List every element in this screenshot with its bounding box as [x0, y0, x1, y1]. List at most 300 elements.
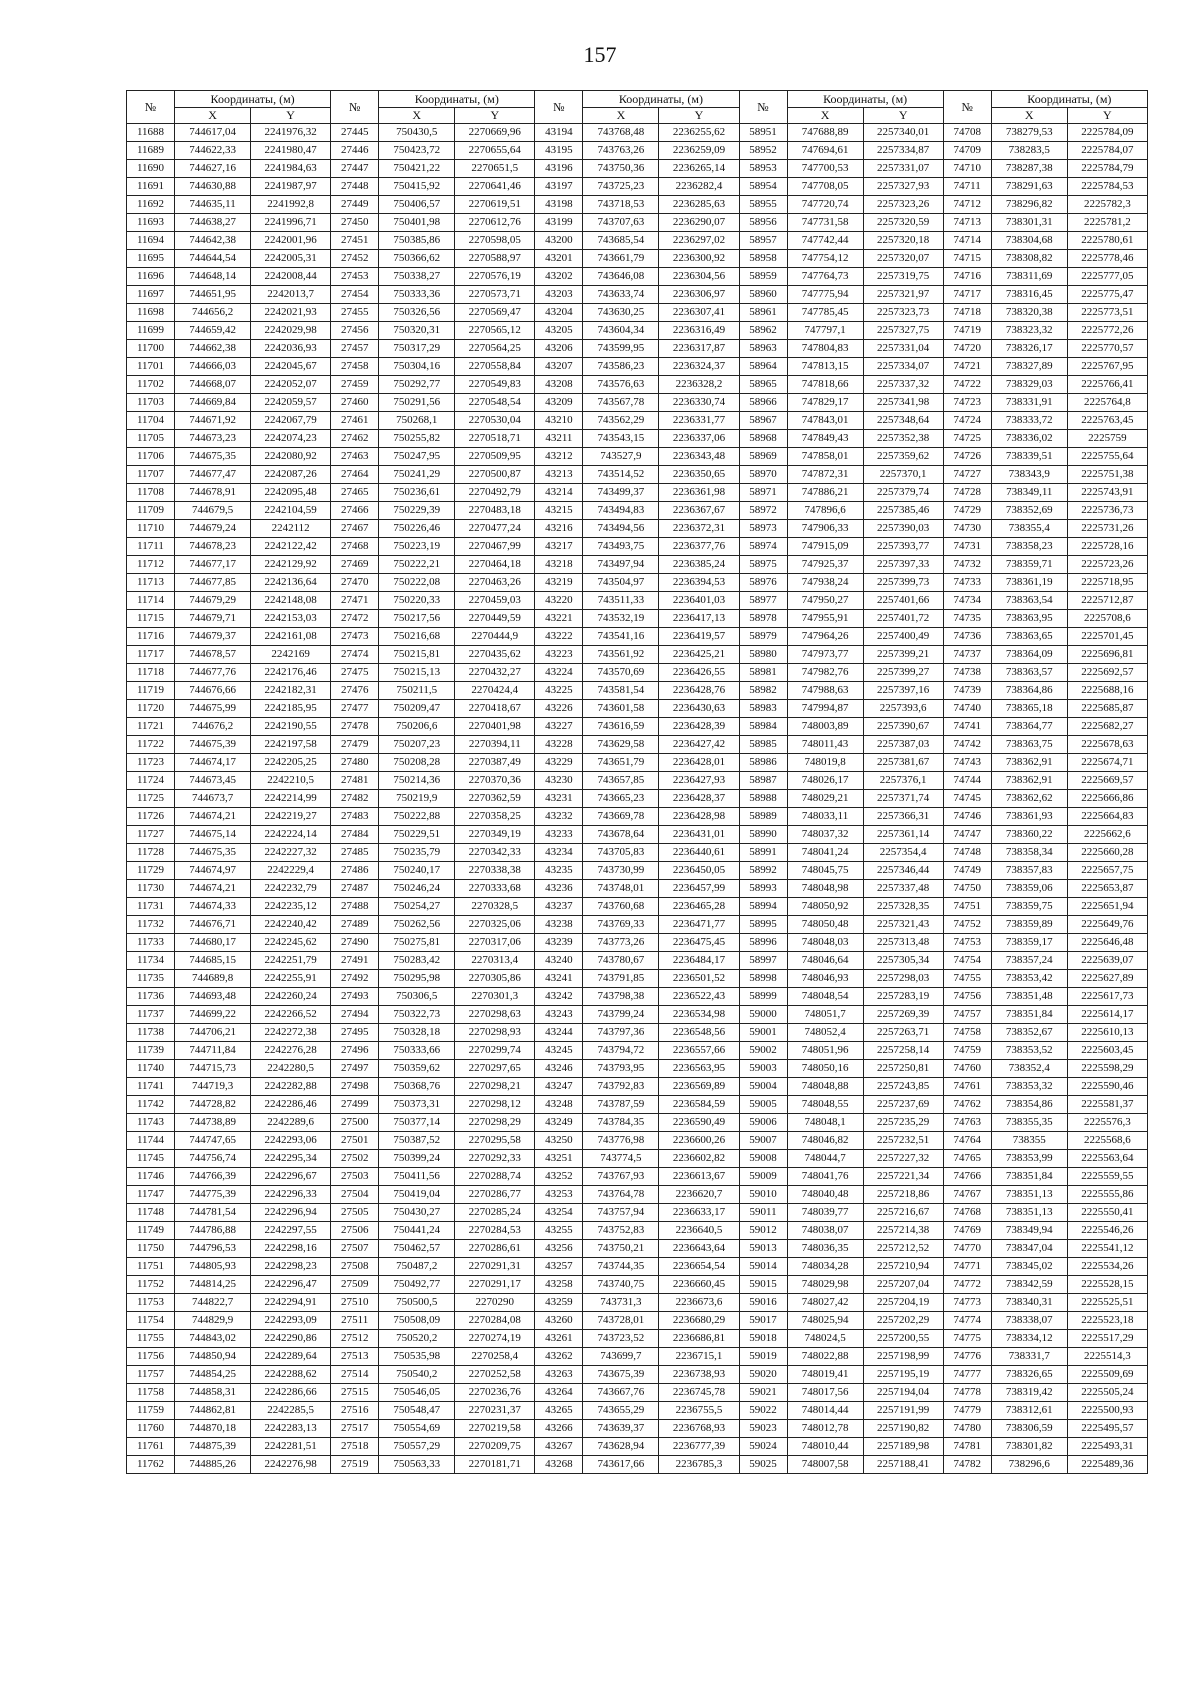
- point-number-cell: 27452: [331, 250, 379, 268]
- y-coordinate-cell: 2257269,39: [863, 1006, 943, 1024]
- y-coordinate-cell: 2242232,79: [251, 880, 331, 898]
- y-coordinate-cell: 2225685,87: [1067, 700, 1147, 718]
- table-row: [127, 790, 1148, 808]
- x-coordinate-cell: 743757,94: [583, 1204, 659, 1222]
- coords-header: Координаты, (м): [175, 91, 331, 108]
- y-coordinate-cell: 2242266,52: [251, 1006, 331, 1024]
- y-coordinate-cell: 2270573,71: [455, 286, 535, 304]
- x-coordinate-cell: 748050,92: [787, 898, 863, 916]
- point-number-cell: 58974: [739, 538, 787, 556]
- x-coordinate-cell: 747708,05: [787, 178, 863, 196]
- point-number-cell: 59022: [739, 1402, 787, 1420]
- x-coordinate-cell: 744669,84: [175, 394, 251, 412]
- point-number-cell: 43230: [535, 772, 583, 790]
- y-coordinate-cell: 2236428,01: [659, 754, 739, 772]
- x-coordinate-cell: 744659,42: [175, 322, 251, 340]
- point-number-cell: 27483: [331, 808, 379, 826]
- point-number-cell: 43194: [535, 124, 583, 142]
- point-number-cell: 74712: [943, 196, 991, 214]
- table-row: [127, 646, 1148, 664]
- y-coordinate-cell: 2270349,19: [455, 826, 535, 844]
- table-row: [127, 808, 1148, 826]
- y-coordinate-cell: 2242036,93: [251, 340, 331, 358]
- y-coordinate-cell: 2236265,14: [659, 160, 739, 178]
- y-coordinate-cell: 2242169: [251, 646, 331, 664]
- x-coordinate-cell: 744630,88: [175, 178, 251, 196]
- x-coordinate-cell: 738296,6: [991, 1456, 1067, 1474]
- x-coordinate-cell: 743791,85: [583, 970, 659, 988]
- x-coordinate-cell: 750215,81: [379, 646, 455, 664]
- x-coordinate-cell: 747849,43: [787, 430, 863, 448]
- point-number-cell: 27451: [331, 232, 379, 250]
- y-coordinate-cell: 2257376,1: [863, 772, 943, 790]
- point-number-cell: 43251: [535, 1150, 583, 1168]
- x-coordinate-cell: 743760,68: [583, 898, 659, 916]
- y-coordinate-cell: 2225712,87: [1067, 592, 1147, 610]
- y-coordinate-cell: 2242224,14: [251, 826, 331, 844]
- point-number-cell: 74752: [943, 916, 991, 934]
- y-coordinate-cell: 2257313,48: [863, 934, 943, 952]
- point-number-cell: 27487: [331, 880, 379, 898]
- x-coordinate-cell: 750240,17: [379, 862, 455, 880]
- x-coordinate-cell: 738352,67: [991, 1024, 1067, 1042]
- y-coordinate-cell: 2257393,77: [863, 538, 943, 556]
- point-number-cell: 74782: [943, 1456, 991, 1474]
- point-number-cell: 74714: [943, 232, 991, 250]
- x-coordinate-cell: 743707,63: [583, 214, 659, 232]
- y-coordinate-cell: 2270418,67: [455, 700, 535, 718]
- point-number-cell: 27502: [331, 1150, 379, 1168]
- x-coordinate-cell: 747797,1: [787, 322, 863, 340]
- table-row: [127, 1330, 1148, 1348]
- point-number-cell: 43259: [535, 1294, 583, 1312]
- point-number-cell: 27507: [331, 1240, 379, 1258]
- table-row: [127, 1114, 1148, 1132]
- point-number-cell: 58999: [739, 988, 787, 1006]
- y-coordinate-cell: 2242229,4: [251, 862, 331, 880]
- x-coordinate-cell: 738361,93: [991, 808, 1067, 826]
- y-coordinate-cell: 2236768,93: [659, 1420, 739, 1438]
- y-coordinate-cell: 2225581,37: [1067, 1096, 1147, 1114]
- y-coordinate-cell: 2225674,71: [1067, 754, 1147, 772]
- y-coordinate-cell: 2225767,95: [1067, 358, 1147, 376]
- table-row: [127, 142, 1148, 160]
- y-coordinate-cell: 2270338,38: [455, 862, 535, 880]
- point-number-cell: 27459: [331, 376, 379, 394]
- point-number-cell: 11749: [127, 1222, 175, 1240]
- x-coordinate-cell: 750430,5: [379, 124, 455, 142]
- y-coordinate-cell: 2225563,64: [1067, 1150, 1147, 1168]
- y-coordinate-cell: 2270459,03: [455, 592, 535, 610]
- coords-header: Координаты, (м): [583, 91, 739, 108]
- x-coordinate-cell: 747925,37: [787, 556, 863, 574]
- table-row: [127, 1420, 1148, 1438]
- y-coordinate-cell: 2225782,3: [1067, 196, 1147, 214]
- x-coordinate-cell: 744666,03: [175, 358, 251, 376]
- point-number-cell: 11724: [127, 772, 175, 790]
- table-row: [127, 304, 1148, 322]
- y-coordinate-cell: 2270387,49: [455, 754, 535, 772]
- y-coordinate-cell: 2225784,09: [1067, 124, 1147, 142]
- y-coordinate-cell: 2270284,08: [455, 1312, 535, 1330]
- y-coordinate-cell: 2242214,99: [251, 790, 331, 808]
- y-coordinate-cell: 2236306,97: [659, 286, 739, 304]
- x-coordinate-cell: 747694,61: [787, 142, 863, 160]
- point-number-cell: 74739: [943, 682, 991, 700]
- point-number-cell: 27477: [331, 700, 379, 718]
- x-coordinate-cell: 738363,57: [991, 664, 1067, 682]
- y-coordinate-cell: 2270301,3: [455, 988, 535, 1006]
- x-coordinate-cell: 744679,29: [175, 592, 251, 610]
- point-number-cell: 59014: [739, 1258, 787, 1276]
- x-coordinate-cell: 744679,5: [175, 502, 251, 520]
- point-number-cell: 43266: [535, 1420, 583, 1438]
- x-coordinate-cell: 738353,99: [991, 1150, 1067, 1168]
- x-coordinate-cell: 738323,32: [991, 322, 1067, 340]
- point-number-cell: 11698: [127, 304, 175, 322]
- x-coordinate-cell: 743570,69: [583, 664, 659, 682]
- table-row: [127, 610, 1148, 628]
- point-number-cell: 27511: [331, 1312, 379, 1330]
- point-number-cell: 11755: [127, 1330, 175, 1348]
- point-number-cell: 27476: [331, 682, 379, 700]
- x-coordinate-cell: 738345,02: [991, 1258, 1067, 1276]
- point-number-cell: 11691: [127, 178, 175, 196]
- x-coordinate-cell: 743784,35: [583, 1114, 659, 1132]
- y-coordinate-cell: 2257400,49: [863, 628, 943, 646]
- point-number-cell: 11739: [127, 1042, 175, 1060]
- x-coordinate-cell: 738360,22: [991, 826, 1067, 844]
- y-coordinate-cell: 2236600,26: [659, 1132, 739, 1150]
- x-coordinate-cell: 750268,1: [379, 412, 455, 430]
- x-coordinate-cell: 747843,01: [787, 412, 863, 430]
- point-number-cell: 43236: [535, 880, 583, 898]
- point-number-cell: 43229: [535, 754, 583, 772]
- x-coordinate-cell: 750421,22: [379, 160, 455, 178]
- table-row: [127, 754, 1148, 772]
- x-coordinate-cell: 748012,78: [787, 1420, 863, 1438]
- x-coordinate-cell: 743541,16: [583, 628, 659, 646]
- x-coordinate-cell: 743787,59: [583, 1096, 659, 1114]
- point-number-cell: 58951: [739, 124, 787, 142]
- point-number-cell: 74768: [943, 1204, 991, 1222]
- y-coordinate-cell: 2270325,06: [455, 916, 535, 934]
- point-number-cell: 27450: [331, 214, 379, 232]
- x-coordinate-cell: 750359,62: [379, 1060, 455, 1078]
- y-coordinate-cell: 2270286,77: [455, 1186, 535, 1204]
- y-coordinate-cell: 2225777,05: [1067, 268, 1147, 286]
- x-coordinate-cell: 743646,08: [583, 268, 659, 286]
- y-coordinate-cell: 2257385,46: [863, 502, 943, 520]
- x-coordinate-cell: 738351,13: [991, 1186, 1067, 1204]
- point-number-cell: 27480: [331, 754, 379, 772]
- point-number-cell: 74724: [943, 412, 991, 430]
- y-coordinate-cell: 2241980,47: [251, 142, 331, 160]
- point-number-cell: 27482: [331, 790, 379, 808]
- x-coordinate-cell: 748045,75: [787, 862, 863, 880]
- x-coordinate-cell: 743586,23: [583, 358, 659, 376]
- point-number-cell: 74723: [943, 394, 991, 412]
- y-coordinate-cell: 2257188,41: [863, 1456, 943, 1474]
- table-row: [127, 970, 1148, 988]
- x-coordinate-cell: 744675,14: [175, 826, 251, 844]
- y-coordinate-cell: 2225764,8: [1067, 394, 1147, 412]
- x-coordinate-cell: 738352,4: [991, 1060, 1067, 1078]
- x-coordinate-cell: 743628,94: [583, 1438, 659, 1456]
- table-row: [127, 448, 1148, 466]
- point-number-cell: 27494: [331, 1006, 379, 1024]
- x-coordinate-cell: 750306,5: [379, 988, 455, 1006]
- point-number-cell: 58967: [739, 412, 787, 430]
- table-row: [127, 430, 1148, 448]
- table-row: [127, 1042, 1148, 1060]
- y-coordinate-cell: 2236660,45: [659, 1276, 739, 1294]
- y-coordinate-cell: 2270231,37: [455, 1402, 535, 1420]
- x-coordinate-cell: 738357,83: [991, 862, 1067, 880]
- y-coordinate-cell: 2236350,65: [659, 466, 739, 484]
- x-coordinate-cell: 750368,76: [379, 1078, 455, 1096]
- y-coordinate-cell: 2225534,26: [1067, 1258, 1147, 1276]
- table-row: [127, 862, 1148, 880]
- y-coordinate-cell: 2225639,07: [1067, 952, 1147, 970]
- point-number-cell: 43234: [535, 844, 583, 862]
- point-number-cell: 27517: [331, 1420, 379, 1438]
- point-number-cell: 74755: [943, 970, 991, 988]
- x-coordinate-cell: 744679,37: [175, 628, 251, 646]
- x-coordinate-cell: 748051,7: [787, 1006, 863, 1024]
- point-number-cell: 58958: [739, 250, 787, 268]
- point-number-cell: 74758: [943, 1024, 991, 1042]
- y-coordinate-cell: 2257321,97: [863, 286, 943, 304]
- point-number-cell: 27486: [331, 862, 379, 880]
- y-coordinate-cell: 2270569,47: [455, 304, 535, 322]
- y-coordinate-cell: 2225505,24: [1067, 1384, 1147, 1402]
- point-number-cell: 27466: [331, 502, 379, 520]
- table-row: [127, 178, 1148, 196]
- y-coordinate-cell: 2241987,97: [251, 178, 331, 196]
- y-coordinate-cell: 2225651,94: [1067, 898, 1147, 916]
- x-coordinate-cell: 738363,95: [991, 610, 1067, 628]
- y-coordinate-cell: 2257237,69: [863, 1096, 943, 1114]
- point-number-cell: 43263: [535, 1366, 583, 1384]
- point-number-cell: 43246: [535, 1060, 583, 1078]
- point-number-cell: 43204: [535, 304, 583, 322]
- x-coordinate-cell: 748029,21: [787, 790, 863, 808]
- table-row: [127, 1438, 1148, 1456]
- x-coordinate-cell: 743639,37: [583, 1420, 659, 1438]
- x-coordinate-cell: 738358,34: [991, 844, 1067, 862]
- x-coordinate-cell: 738340,31: [991, 1294, 1067, 1312]
- y-coordinate-cell: 2270424,4: [455, 682, 535, 700]
- point-number-cell: 74764: [943, 1132, 991, 1150]
- x-coordinate-cell: 738333,72: [991, 412, 1067, 430]
- x-coordinate-cell: 750415,92: [379, 178, 455, 196]
- point-number-cell: 27470: [331, 574, 379, 592]
- y-coordinate-cell: 2257202,29: [863, 1312, 943, 1330]
- x-coordinate-cell: 744719,3: [175, 1078, 251, 1096]
- x-coordinate-cell: 744676,71: [175, 916, 251, 934]
- x-coordinate-cell: 748026,17: [787, 772, 863, 790]
- x-coordinate-cell: 743768,48: [583, 124, 659, 142]
- y-coordinate-cell: 2236297,02: [659, 232, 739, 250]
- y-coordinate-cell: 2225598,29: [1067, 1060, 1147, 1078]
- point-number-cell: 74771: [943, 1258, 991, 1276]
- point-number-cell: 27479: [331, 736, 379, 754]
- point-number-cell: 59005: [739, 1096, 787, 1114]
- y-coordinate-cell: 2225550,41: [1067, 1204, 1147, 1222]
- x-coordinate-cell: 748048,54: [787, 988, 863, 1006]
- x-coordinate-cell: 750322,73: [379, 1006, 455, 1024]
- point-number-cell: 27503: [331, 1168, 379, 1186]
- point-number-cell: 74746: [943, 808, 991, 826]
- x-coordinate-cell: 743769,33: [583, 916, 659, 934]
- point-number-cell: 27454: [331, 286, 379, 304]
- y-coordinate-cell: 2236282,4: [659, 178, 739, 196]
- point-number-cell: 27447: [331, 160, 379, 178]
- coords-header: Координаты, (м): [991, 91, 1147, 108]
- point-number-cell: 43221: [535, 610, 583, 628]
- y-coordinate-cell: 2270464,18: [455, 556, 535, 574]
- x-coordinate-cell: 747700,53: [787, 160, 863, 178]
- x-coordinate-cell: 738351,84: [991, 1006, 1067, 1024]
- table-row: [127, 1060, 1148, 1078]
- x-coordinate-cell: 743730,99: [583, 862, 659, 880]
- point-number-cell: 11701: [127, 358, 175, 376]
- point-number-cell: 27501: [331, 1132, 379, 1150]
- point-number-cell: 58964: [739, 358, 787, 376]
- y-coordinate-cell: 2270299,74: [455, 1042, 535, 1060]
- point-number-cell: 11742: [127, 1096, 175, 1114]
- y-coordinate-cell: 2242052,07: [251, 376, 331, 394]
- point-number-cell: 27499: [331, 1096, 379, 1114]
- table-row: [127, 520, 1148, 538]
- y-coordinate-cell: 2236430,63: [659, 700, 739, 718]
- point-number-cell: 11750: [127, 1240, 175, 1258]
- x-coordinate-cell: 744814,25: [175, 1276, 251, 1294]
- y-coordinate-cell: 2225662,6: [1067, 826, 1147, 844]
- x-coordinate-cell: 743699,7: [583, 1348, 659, 1366]
- point-number-cell: 27497: [331, 1060, 379, 1078]
- point-number-cell: 43248: [535, 1096, 583, 1114]
- table-row: [127, 1186, 1148, 1204]
- point-number-cell: 74774: [943, 1312, 991, 1330]
- point-number-cell: 11703: [127, 394, 175, 412]
- y-coordinate-cell: 2236300,92: [659, 250, 739, 268]
- y-coordinate-cell: 2257390,03: [863, 520, 943, 538]
- point-number-cell: 43207: [535, 358, 583, 376]
- y-coordinate-cell: 2225541,12: [1067, 1240, 1147, 1258]
- y-coordinate-cell: 2225718,95: [1067, 574, 1147, 592]
- y-coordinate-cell: 2270181,71: [455, 1456, 535, 1474]
- point-number-cell: 27496: [331, 1042, 379, 1060]
- x-coordinate-cell: 738361,19: [991, 574, 1067, 592]
- x-coordinate-cell: 743773,26: [583, 934, 659, 952]
- y-coordinate-cell: 2225500,93: [1067, 1402, 1147, 1420]
- x-coordinate-cell: 750222,08: [379, 574, 455, 592]
- x-coordinate-cell: 743799,24: [583, 1006, 659, 1024]
- x-coordinate-cell: 744644,54: [175, 250, 251, 268]
- x-coordinate-cell: 738362,91: [991, 754, 1067, 772]
- point-number-cell: 11744: [127, 1132, 175, 1150]
- x-coordinate-cell: 738362,91: [991, 772, 1067, 790]
- y-coordinate-cell: 2242276,28: [251, 1042, 331, 1060]
- point-number-cell: 11689: [127, 142, 175, 160]
- y-coordinate-cell: 2242296,33: [251, 1186, 331, 1204]
- point-number-cell: 43219: [535, 574, 583, 592]
- point-number-cell: 59002: [739, 1042, 787, 1060]
- point-number-cell: 74738: [943, 664, 991, 682]
- x-coordinate-cell: 748003,89: [787, 718, 863, 736]
- number-header: №: [943, 91, 991, 124]
- y-coordinate-cell: 2257191,99: [863, 1402, 943, 1420]
- point-number-cell: 58975: [739, 556, 787, 574]
- y-coordinate-cell: 2270298,93: [455, 1024, 535, 1042]
- table-row: [127, 1348, 1148, 1366]
- point-number-cell: 43242: [535, 988, 583, 1006]
- x-coordinate-cell: 743599,95: [583, 340, 659, 358]
- x-coordinate-cell: 750326,56: [379, 304, 455, 322]
- x-coordinate-cell: 748050,16: [787, 1060, 863, 1078]
- y-coordinate-cell: 2270530,04: [455, 412, 535, 430]
- y-coordinate-cell: 2257379,74: [863, 484, 943, 502]
- x-coordinate-cell: 747906,33: [787, 520, 863, 538]
- x-coordinate-cell: 750333,36: [379, 286, 455, 304]
- point-number-cell: 27465: [331, 484, 379, 502]
- x-coordinate-cell: 747915,09: [787, 538, 863, 556]
- y-coordinate-cell: 2257207,04: [863, 1276, 943, 1294]
- y-coordinate-cell: 2242021,93: [251, 304, 331, 322]
- table-body: [127, 124, 1148, 1474]
- y-coordinate-cell: 2225666,86: [1067, 790, 1147, 808]
- y-coordinate-cell: 2242286,46: [251, 1096, 331, 1114]
- point-number-cell: 74725: [943, 430, 991, 448]
- y-coordinate-cell: 2242280,5: [251, 1060, 331, 1078]
- table-row: [127, 268, 1148, 286]
- x-coordinate-cell: 738357,24: [991, 952, 1067, 970]
- point-number-cell: 27455: [331, 304, 379, 322]
- point-number-cell: 74720: [943, 340, 991, 358]
- x-coordinate-cell: 750208,28: [379, 754, 455, 772]
- point-number-cell: 59018: [739, 1330, 787, 1348]
- point-number-cell: 58997: [739, 952, 787, 970]
- number-header: №: [535, 91, 583, 124]
- x-coordinate-cell: 743748,01: [583, 880, 659, 898]
- y-coordinate-cell: 2270500,87: [455, 466, 535, 484]
- point-number-cell: 43208: [535, 376, 583, 394]
- x-coordinate-cell: 744676,2: [175, 718, 251, 736]
- y-header: Y: [251, 108, 331, 124]
- y-coordinate-cell: 2270549,83: [455, 376, 535, 394]
- y-coordinate-cell: 2257305,34: [863, 952, 943, 970]
- y-coordinate-cell: 2257218,86: [863, 1186, 943, 1204]
- y-coordinate-cell: 2257401,72: [863, 610, 943, 628]
- point-number-cell: 43228: [535, 736, 583, 754]
- point-number-cell: 59007: [739, 1132, 787, 1150]
- y-coordinate-cell: 2242074,23: [251, 430, 331, 448]
- x-coordinate-cell: 748007,58: [787, 1456, 863, 1474]
- point-number-cell: 58971: [739, 484, 787, 502]
- point-number-cell: 58956: [739, 214, 787, 232]
- x-coordinate-cell: 744728,82: [175, 1096, 251, 1114]
- point-number-cell: 11753: [127, 1294, 175, 1312]
- table-row: [127, 682, 1148, 700]
- y-coordinate-cell: 2270209,75: [455, 1438, 535, 1456]
- point-number-cell: 43196: [535, 160, 583, 178]
- y-coordinate-cell: 2242282,88: [251, 1078, 331, 1096]
- y-coordinate-cell: 2225770,57: [1067, 340, 1147, 358]
- point-number-cell: 11721: [127, 718, 175, 736]
- point-number-cell: 74743: [943, 754, 991, 772]
